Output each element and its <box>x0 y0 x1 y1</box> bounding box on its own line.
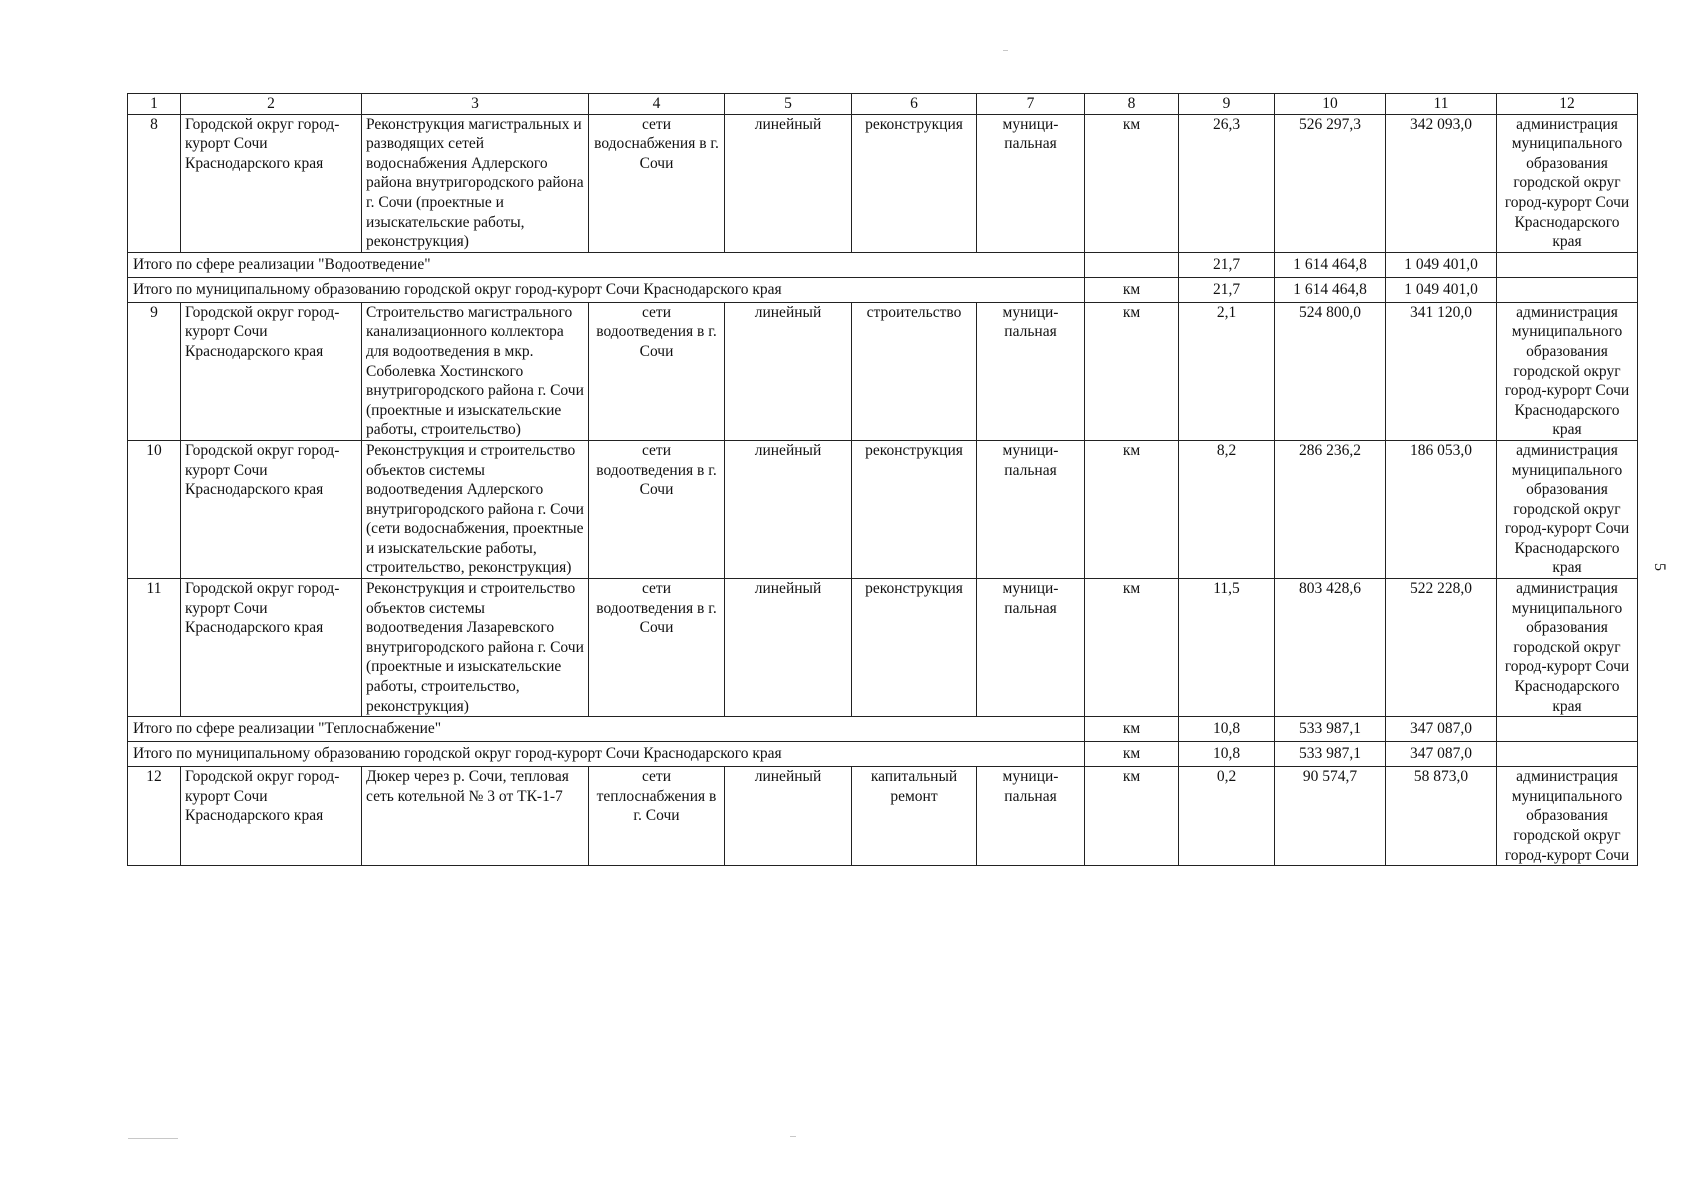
page-number: 5 <box>1651 563 1668 571</box>
purpose-cell: сети водоотведения в г. Сочи <box>589 302 725 440</box>
length-cell: 0,2 <box>1179 767 1275 866</box>
total-label: Итого по муниципальному образованию городской округ город-курорт Сочи Краснодарского края <box>128 277 1085 302</box>
length-cell: 2,1 <box>1179 302 1275 440</box>
objects-table <box>127 93 1638 866</box>
length-cell: 10,8 <box>1179 717 1275 742</box>
unit-cell: км <box>1085 302 1179 440</box>
unit-cell: км <box>1085 717 1179 742</box>
responsible-cell: администрация муниципального образования городской округ город-курорт Сочи Краснодарского края <box>1497 114 1638 252</box>
scan-artifact-top <box>1003 50 1008 51</box>
total-row <box>128 277 1638 302</box>
ownership-cell: муници-пальная <box>977 767 1085 866</box>
length-cell: 11,5 <box>1179 579 1275 717</box>
cost-total-cell: 1 614 464,8 <box>1275 277 1386 302</box>
total-row <box>128 717 1638 742</box>
empty-cell <box>1497 742 1638 767</box>
ownership-cell: муници-пальная <box>977 302 1085 440</box>
purpose-cell: сети водоснабжения в г. Сочи <box>589 114 725 252</box>
cost-budget-cell: 347 087,0 <box>1386 742 1497 767</box>
cost-total-cell: 803 428,6 <box>1275 579 1386 717</box>
length-cell: 21,7 <box>1179 277 1275 302</box>
unit-cell: км <box>1085 440 1179 578</box>
object-type-cell: линейный <box>725 114 852 252</box>
responsible-cell: администрация муниципального образования городской округ город-курорт Сочи Краснодарского края <box>1497 302 1638 440</box>
responsible-cell: администрация муниципального образования городской округ город-курорт Сочи Краснодарского края <box>1497 440 1638 578</box>
municipality-cell: Городской округ город-курорт Сочи Краснодарского края <box>181 440 362 578</box>
responsible-cell: администрация муниципального образования городской округ город-курорт Сочи Краснодарского края <box>1497 579 1638 717</box>
item-number: 9 <box>128 302 181 440</box>
table-row <box>128 767 1638 866</box>
cost-budget-cell: 1 049 401,0 <box>1386 252 1497 277</box>
work-type-cell: реконструкция <box>852 440 977 578</box>
column-number: 8 <box>1085 94 1179 115</box>
item-number: 12 <box>128 767 181 866</box>
object-name-cell: Реконструкция и строительство объектов системы водоотведения Адлерского внутригородского района г. Сочи (сети водоснабжения, проектные и изыскательские работы, строительство, реконструкция) <box>362 440 589 578</box>
work-type-cell: реконструкция <box>852 114 977 252</box>
object-type-cell: линейный <box>725 302 852 440</box>
purpose-cell: сети водоотведения в г. Сочи <box>589 579 725 717</box>
item-number: 10 <box>128 440 181 578</box>
item-number: 11 <box>128 579 181 717</box>
column-number: 6 <box>852 94 977 115</box>
object-type-cell: линейный <box>725 579 852 717</box>
total-label: Итого по муниципальному образованию городской округ город-курорт Сочи Краснодарского края <box>128 742 1085 767</box>
ownership-cell: муници-пальная <box>977 114 1085 252</box>
scan-artifact-bottom-left <box>128 1138 178 1139</box>
empty-cell <box>1497 252 1638 277</box>
cost-budget-cell: 58 873,0 <box>1386 767 1497 866</box>
cost-budget-cell: 186 053,0 <box>1386 440 1497 578</box>
cost-total-cell: 90 574,7 <box>1275 767 1386 866</box>
table-row <box>128 302 1638 440</box>
total-label: Итого по сфере реализации "Теплоснабжение" <box>128 717 1085 742</box>
purpose-cell: сети водоотведения в г. Сочи <box>589 440 725 578</box>
cost-budget-cell: 522 228,0 <box>1386 579 1497 717</box>
unit-cell: км <box>1085 277 1179 302</box>
column-number: 2 <box>181 94 362 115</box>
unit-cell: км <box>1085 579 1179 717</box>
length-cell: 8,2 <box>1179 440 1275 578</box>
total-row <box>128 252 1638 277</box>
municipality-cell: Городской округ город-курорт Сочи Краснодарского края <box>181 767 362 866</box>
cost-total-cell: 533 987,1 <box>1275 717 1386 742</box>
responsible-cell: администрация муниципального образования городской округ город-курорт Сочи <box>1497 767 1638 866</box>
length-cell: 10,8 <box>1179 742 1275 767</box>
work-type-cell: реконструкция <box>852 579 977 717</box>
object-name-cell: Реконструкция магистральных и разводящих сетей водоснабжения Адлерского района внутригородского района г. Сочи (проектные и изыскательские работы, реконструкция) <box>362 114 589 252</box>
column-number: 10 <box>1275 94 1386 115</box>
municipality-cell: Городской округ город-курорт Сочи Краснодарского края <box>181 302 362 440</box>
table-row <box>128 114 1638 252</box>
unit-cell: км <box>1085 767 1179 866</box>
table-body <box>128 94 1638 866</box>
object-name-cell: Дюкер через р. Сочи, тепловая сеть котельной № 3 от ТК-1-7 <box>362 767 589 866</box>
column-number: 3 <box>362 94 589 115</box>
item-number: 8 <box>128 114 181 252</box>
cost-budget-cell: 342 093,0 <box>1386 114 1497 252</box>
ownership-cell: муници-пальная <box>977 579 1085 717</box>
unit-cell: км <box>1085 742 1179 767</box>
column-number: 12 <box>1497 94 1638 115</box>
length-cell: 26,3 <box>1179 114 1275 252</box>
municipality-cell: Городской округ город-курорт Сочи Краснодарского края <box>181 114 362 252</box>
empty-cell <box>1497 277 1638 302</box>
column-number: 1 <box>128 94 181 115</box>
object-type-cell: линейный <box>725 767 852 866</box>
column-number-row <box>128 94 1638 115</box>
unit-cell: км <box>1085 114 1179 252</box>
empty-cell <box>1497 717 1638 742</box>
column-number: 4 <box>589 94 725 115</box>
ownership-cell: муници-пальная <box>977 440 1085 578</box>
cost-total-cell: 1 614 464,8 <box>1275 252 1386 277</box>
length-cell: 21,7 <box>1179 252 1275 277</box>
column-number: 9 <box>1179 94 1275 115</box>
cost-total-cell: 533 987,1 <box>1275 742 1386 767</box>
cost-total-cell: 286 236,2 <box>1275 440 1386 578</box>
table-row <box>128 440 1638 578</box>
cost-total-cell: 526 297,3 <box>1275 114 1386 252</box>
total-row <box>128 742 1638 767</box>
purpose-cell: сети теплоснабжения в г. Сочи <box>589 767 725 866</box>
scan-artifact-bottom-mid <box>790 1136 796 1137</box>
column-number: 5 <box>725 94 852 115</box>
cost-budget-cell: 347 087,0 <box>1386 717 1497 742</box>
cost-total-cell: 524 800,0 <box>1275 302 1386 440</box>
column-number: 11 <box>1386 94 1497 115</box>
unit-cell <box>1085 252 1179 277</box>
work-type-cell: строительство <box>852 302 977 440</box>
work-type-cell: капитальный ремонт <box>852 767 977 866</box>
table-row <box>128 579 1638 717</box>
object-name-cell: Реконструкция и строительство объектов системы водоотведения Лазаревского внутригородского района г. Сочи (проектные и изыскательские работы, строительство, реконструкция) <box>362 579 589 717</box>
object-name-cell: Строительство магистрального канализационного коллектора для водоотведения в мкр. Соболевка Хостинского внутригородского района г. Сочи (проектные и изыскательские работы, строительство) <box>362 302 589 440</box>
column-number: 7 <box>977 94 1085 115</box>
total-label: Итого по сфере реализации "Водоотведение" <box>128 252 1085 277</box>
municipality-cell: Городской округ город-курорт Сочи Краснодарского края <box>181 579 362 717</box>
cost-budget-cell: 341 120,0 <box>1386 302 1497 440</box>
cost-budget-cell: 1 049 401,0 <box>1386 277 1497 302</box>
object-type-cell: линейный <box>725 440 852 578</box>
